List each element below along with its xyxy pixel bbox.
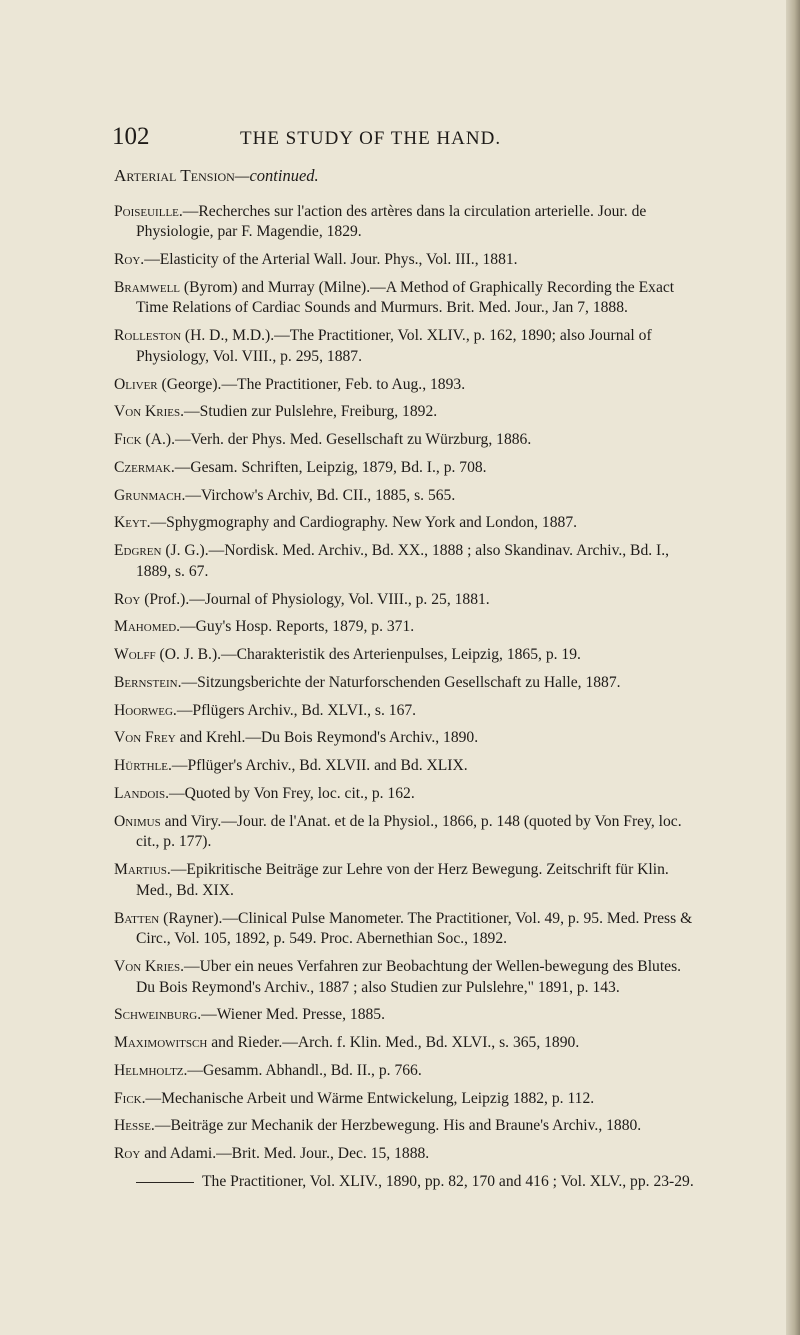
entry-citation: (Prof.).—Journal of Physiology, Vol. VIII., p. 25, 1881. bbox=[140, 590, 490, 608]
entry-author: Keyt. bbox=[114, 514, 151, 532]
ditto-citation: The Practitioner, Vol. XLIV., 1890, pp. 82, 170 and 416 ; Vol. XLV., pp. 23-29. bbox=[202, 1173, 694, 1190]
entry-citation: and Rieder.—Arch. f. Klin. Med., Bd. XLVI., s. 365, 1890. bbox=[207, 1034, 580, 1052]
entry-citation: —Studien zur Pulslehre, Freiburg, 1892. bbox=[184, 403, 438, 421]
bibliography-entry bbox=[114, 1033, 702, 1054]
bibliography-entry bbox=[114, 486, 702, 507]
entry-author: Bramwell bbox=[114, 278, 181, 296]
entry-author: Von Frey bbox=[114, 729, 176, 747]
ditto-entry bbox=[114, 1172, 702, 1193]
entry-author: Batten bbox=[114, 909, 160, 927]
bibliography-entry bbox=[114, 909, 702, 950]
entry-citation: —Epikritische Beiträge zur Lehre von der Herz Bewegung. Zeitschrift für Klin. Med., Bd. XIX. bbox=[136, 861, 669, 899]
entry-author: Mahomed. bbox=[114, 618, 181, 636]
entry-citation: —Pflüger's Archiv., Bd. XLVII. and Bd. XLIX. bbox=[171, 757, 468, 775]
bibliography-body bbox=[114, 166, 702, 1193]
entry-author: Rolleston bbox=[114, 327, 182, 345]
bibliography-entry bbox=[114, 1116, 702, 1137]
bibliography-entry bbox=[114, 1061, 702, 1082]
entry-author: Hesse. bbox=[114, 1117, 155, 1135]
entry-citation: —Beiträge zur Mechanik der Herzbewegung. His and Braune's Archiv., 1880. bbox=[154, 1117, 642, 1135]
entry-author: Edgren bbox=[114, 542, 162, 560]
entry-author: Grunmach. bbox=[114, 486, 186, 504]
entry-citation: (Byrom) and Murray (Milne).—A Method of Graphically Recording the Exact Time Relations of Cardiac Sounds and Murmurs. Brit. Med. Jour., Jan 7, 1888. bbox=[136, 278, 675, 317]
bibliography-entry bbox=[114, 430, 702, 451]
entry-author: Hoorweg. bbox=[114, 701, 177, 719]
entry-author: Schweinburg. bbox=[114, 1006, 202, 1024]
entry-citation: —Mechanische Arbeit und Wärme Entwickelung, Leipzig 1882, p. 112. bbox=[145, 1089, 595, 1107]
entry-citation: (George).—The Practitioner, Feb. to Aug., 1893. bbox=[157, 375, 466, 393]
entry-author: Oliver bbox=[114, 375, 158, 393]
entry-citation: —Wiener Med. Presse, 1885. bbox=[201, 1006, 385, 1024]
entry-author: Von Kries. bbox=[114, 957, 185, 975]
entry-citation: —Uber ein neues Verfahren zur Beobachtung der Wellen-bewegung des Blutes. Du Bois Reymond's Archiv., 1887 ; also Studien zur Pulslehre," 1891, p. 143. bbox=[136, 957, 682, 996]
entry-author: Martius. bbox=[114, 861, 171, 879]
entry-list bbox=[114, 202, 702, 1165]
bibliography-entry bbox=[114, 278, 702, 319]
entry-author: Maximowitsch bbox=[114, 1034, 208, 1052]
entry-citation: (O. J. B.).—Charakteristik des Arterienpulses, Leipzig, 1865, p. 19. bbox=[155, 646, 581, 664]
bibliography-entry bbox=[114, 756, 702, 777]
entry-author: Roy bbox=[114, 590, 141, 608]
entry-citation: —Recherches sur l'action des artères dans la circulation arterielle. Jour. de Physiologie, par F. Magendie, 1829. bbox=[136, 202, 647, 241]
bibliography-entry bbox=[114, 860, 702, 901]
entry-author: Hürthle. bbox=[114, 757, 172, 775]
entry-citation: —Guy's Hosp. Reports, 1879, p. 371. bbox=[180, 618, 415, 636]
entry-citation: —Sphygmography and Cardiography. New York and London, 1887. bbox=[150, 514, 578, 532]
bibliography-entry bbox=[114, 590, 702, 611]
entry-author: Poiseuille. bbox=[114, 202, 183, 220]
section-title: Arterial Tension bbox=[114, 166, 235, 185]
running-title: THE STUDY OF THE HAND. bbox=[240, 128, 502, 149]
entry-citation: and Viry.—Jour. de l'Anat. et de la Physiol., 1866, p. 148 (quoted by Von Frey, loc. cit., p. 177). bbox=[136, 812, 682, 851]
entry-citation: —Gesam. Schriften, Leipzig, 1879, Bd. I., p. 708. bbox=[174, 458, 487, 476]
bibliography-entry bbox=[114, 202, 702, 243]
page-number: 102 bbox=[112, 123, 150, 150]
entry-author: Roy. bbox=[114, 250, 145, 268]
entry-author: Bernstein. bbox=[114, 673, 182, 691]
entry-author: Fick bbox=[114, 431, 142, 449]
bibliography-entry bbox=[114, 402, 702, 423]
entry-author: Czermak. bbox=[114, 458, 175, 476]
bibliography-entry bbox=[114, 375, 702, 396]
section-continued: —continued. bbox=[234, 166, 319, 185]
entry-citation: and Krehl.—Du Bois Reymond's Archiv., 1890. bbox=[175, 729, 479, 747]
bibliography-entry bbox=[114, 701, 702, 722]
entry-author: Von Kries. bbox=[114, 403, 185, 421]
page-edge bbox=[786, 0, 800, 1335]
bibliography-entry bbox=[114, 673, 702, 694]
entry-citation: —Elasticity of the Arterial Wall. Jour. Phys., Vol. III., 1881. bbox=[144, 250, 518, 268]
bibliography-entry bbox=[114, 541, 702, 582]
bibliography-entry bbox=[114, 617, 702, 638]
bibliography-entry bbox=[114, 250, 702, 271]
bibliography-entry bbox=[114, 784, 702, 805]
entry-citation: (A.).—Verh. der Phys. Med. Gesellschaft zu Würzburg, 1886. bbox=[141, 431, 532, 449]
section-heading bbox=[114, 166, 702, 187]
bibliography-entry bbox=[114, 1005, 702, 1026]
entry-citation: —Quoted by Von Frey, loc. cit., p. 162. bbox=[168, 785, 415, 803]
bibliography-entry bbox=[114, 513, 702, 534]
entry-author: Fick. bbox=[114, 1089, 146, 1107]
entry-citation: (Rayner).—Clinical Pulse Manometer. The Practitioner, Vol. 49, p. 95. Med. Press & Circ., Vol. 105, 1892, p. 549. Proc. Abernethian Soc., 1892. bbox=[136, 909, 693, 948]
bibliography-entry bbox=[114, 957, 702, 998]
entry-citation: —Pflügers Archiv., Bd. XLVI., s. 167. bbox=[176, 701, 417, 719]
entry-author: Roy bbox=[114, 1145, 141, 1163]
page-header bbox=[112, 123, 712, 153]
entry-citation: —Virchow's Archiv, Bd. CII., 1885, s. 565. bbox=[185, 486, 456, 504]
bibliography-entry bbox=[114, 645, 702, 666]
entry-citation: —Sitzungsberichte der Naturforschenden Gesellschaft zu Halle, 1887. bbox=[181, 673, 621, 691]
bibliography-entry bbox=[114, 1144, 702, 1165]
entry-author: Onimus bbox=[114, 812, 161, 830]
bibliography-entry bbox=[114, 326, 702, 367]
entry-citation: and Adami.—Brit. Med. Jour., Dec. 15, 1888. bbox=[140, 1145, 430, 1163]
ditto-dash bbox=[136, 1182, 194, 1183]
entry-author: Landois. bbox=[114, 785, 169, 803]
entry-citation: —Gesamm. Abhandl., Bd. II., p. 766. bbox=[187, 1061, 422, 1079]
entry-citation: (H. D., M.D.).—The Practitioner, Vol. XLIV., p. 162, 1890; also Journal of Physiology, Vol. VIII., p. 295, 1887. bbox=[136, 327, 652, 365]
bibliography-entry bbox=[114, 812, 702, 853]
bibliography-entry bbox=[114, 728, 702, 749]
entry-author: Helmholtz. bbox=[114, 1061, 188, 1079]
entry-author: Wolff bbox=[114, 646, 156, 664]
entry-citation: (J. G.).—Nordisk. Med. Archiv., Bd. XX., 1888 ; also Skandinav. Archiv., Bd. I., 1889, s. 67. bbox=[136, 542, 670, 580]
bibliography-entry bbox=[114, 458, 702, 479]
bibliography-entry bbox=[114, 1089, 702, 1110]
